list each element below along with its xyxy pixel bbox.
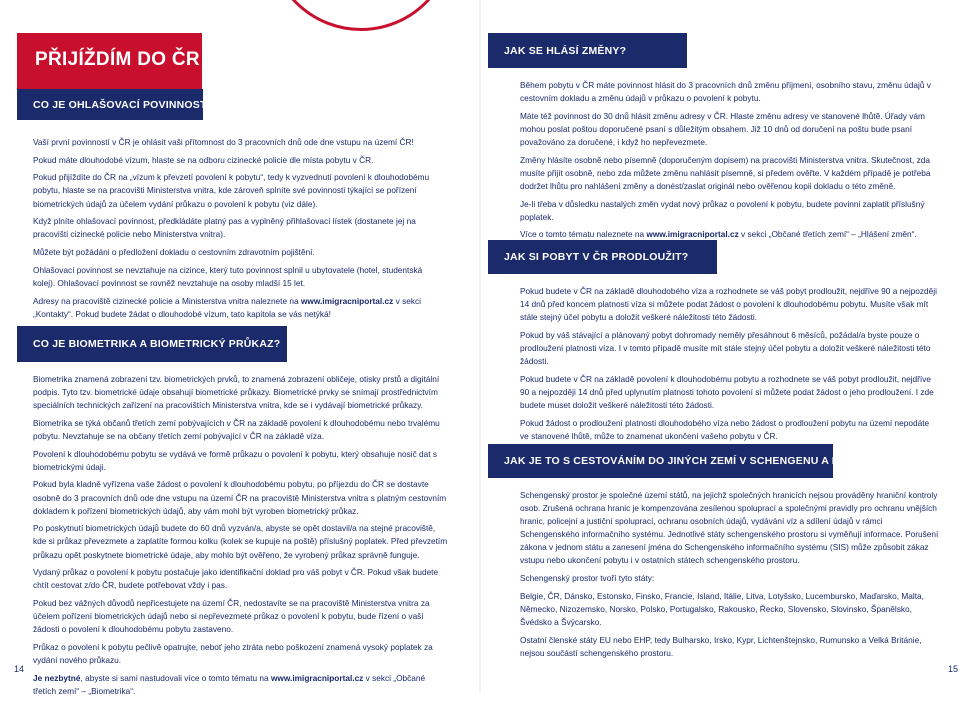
section-heading-biometrika xyxy=(17,326,287,362)
paragraph: Biometrika se týká občanů třetích zemí pobývajících v ČR na základě povolení k dlouhodobému nebo trvalému pobytu. Nevztahuje se na občany třetích zemí pobývající v ČR na základě víza. xyxy=(33,417,440,441)
paragraph: Pokud budete v ČR na základě dlouhodobého víza a rozhodnete se váš pobyt prodloužit, nejdříve 90 a nejpozději 14 dnů před koncem platnosti víza si můžete podat žádost o povolení k dlouhodobému pobytu. Musíte však mít stále stejný účel pobytu a doložit veškeré náležitosti této žádosti. xyxy=(520,286,937,323)
paragraph: Pokud bez vážných důvodů nepřicestujete na území ČR, nedostavíte se na pracoviště Ministerstva vnitra za účelem pořízení biometrických údajů nebo si nepřevezmete průkaz o povolení k pobytu, bude řízení o vaší žádosti o povolení k dlouhodobému pobytu zastaveno. xyxy=(33,597,430,635)
decorative-circle xyxy=(268,0,454,31)
portal-link[interactable]: www.imigracniportal.cz xyxy=(270,672,364,683)
paragraph: Povolení k dlouhodobému pobytu se vydává ve formě průkazu o povolení k pobytu, který obsahuje nosič dat s biometrickými údaji. xyxy=(33,448,438,472)
section-body-zmeny xyxy=(520,79,940,246)
paragraph: Během pobytu v ČR máte povinnost hlásit do 3 pracovních dnů změnu příjmení, osobního stavu, změnu údajů v cestovním dokladu a změnu údajů v průkazu o povolení k pobytu. xyxy=(520,80,931,104)
chapter-title-box xyxy=(17,33,202,89)
section-heading-text: JAK SI POBYT V ČR PRODLOUŽIT? xyxy=(504,251,689,263)
paragraph: Pokud budete v ČR na základě povolení k dlouhodobému pobytu a rozhodnete se váš pobyt prodloužit, nejdříve 90 a nejpozději 14 dnů před uplynutím platnosti tohoto povolení si můžete podat žádost o jeho prodloužení. I zde budete muset doložit veškeré náležitosti této žádosti. xyxy=(520,373,934,410)
portal-link[interactable]: www.imigracniportal.cz xyxy=(300,295,394,306)
paragraph: Pokud přijíždíte do ČR na „vízum k převzetí povolení k pobytu“, tedy k vyzvednutí povolení k dlouhodobému pobytu, hlaste se na pracovišti Ministerstva vnitra, kde zároveň splníte své povinnosti týkající se pořízení biometrických údajů za účelem vydání průkazu o povolení k pobytu (viz dále). xyxy=(33,172,430,209)
paragraph: Ostatní členské státy EU nebo EHP, tedy Bulharsko, Irsko, Kypr, Lichtenštejnsko, Rumunsko a Velká Británie, nejsou součástí schengenského prostoru. xyxy=(520,634,922,658)
right-page xyxy=(480,0,960,692)
section-body-prodlouzit xyxy=(520,285,940,447)
section-heading-text: JAK JE TO S CESTOVÁNÍM DO JINÝCH ZEMÍ V SCHENGENU A EU? xyxy=(504,455,854,467)
paragraph: Vaší první povinností v ČR je ohlásit vaši přítomnost do 3 pracovních dnů ode dne vstupu na území ČR! xyxy=(33,137,414,147)
paragraph: Pokud byla kladně vyřízena vaše žádost o povolení k dlouhodobému pobytu, po příjezdu do ČR se dostavte osobně do 3 pracovních dnů ode dne vstupu na území ČR na pracoviště Ministerstva vnitra s platným cestovním dokladem k pořízení biometrických údajů, aby vám mohl být vyroben biometrický průkaz. xyxy=(33,479,447,516)
paragraph: Můžete být požádáni o předložení dokladu o cestovním zdravotním pojištění. xyxy=(33,247,315,258)
paragraph: Po poskytnutí biometrických údajů budete do 60 dnů vyzván/a, abyste se opět dostavil/a na stejné pracoviště, kde si průkaz převezmete a zaplatíte formou kolku (kolek se kupuje na poště) příslušný poplatek. Před převzetím průkazu opět poskytnete biometrické údaje, aby mohlo být ověřeno, že vyrobený průkaz správně funguje. xyxy=(33,523,448,560)
contact-paragraph: Adresy na pracoviště cizinecké policie a Ministerstva vnitra naleznete na www.imigracniportal.cz v sekci „Kontakty“. Pokud budete žádat o dlouhodobé vízum, tato kapitola se vás netýká! xyxy=(33,295,421,319)
paragraph: Průkaz o povolení k pobytu pečlivě opatrujte, neboť jeho ztráta nebo poškození znamená vysoký poplatek za vydání nového průkazu. xyxy=(33,641,433,665)
paragraph: Je-li třeba v důsledku nastalých změn vydat nový průkaz o povolení k pobytu, budete povinni zaplatit příslušný poplatek. xyxy=(520,198,925,222)
page-number-left: 14 xyxy=(14,664,25,674)
chapter-title: PŘIJÍŽDÍM DO ČR xyxy=(35,49,200,70)
section-heading-text: CO JE OHLAŠOVACÍ POVINNOST? xyxy=(33,98,214,111)
paragraph: Schengenský prostor je společné území států, na jejichž společných hranicích nejsou prováděny hraniční kontroly osob. Zrušená ochrana hranic je kompenzována zesílenou spoluprací a společnými pravidly pro ochranu vnějších hranic, policejní a justiční spoluprací, ochranu osobních údajů, vydávání víz a sdílení údajů v rámci Schengenského informačního systému. Jednotlivé státy schengenského prostoru si vyměňují informace. Porušení zákona v jednom státu a zanesení jména do Schengenského informačního systému (SIS) může způsobit zákaz vstupu nebo ukončení pobytu i v ostatních státech schengenského prostoru. xyxy=(520,490,939,566)
paragraph: Pokud by váš stávající a plánovaný pobyt dohromady neměly přesáhnout 6 měsíců, požádal/a byste pouze o prodloužení platnosti víza. I v tomto případě musíte mít stále stejný účel pobytu a doložit veškeré náležitosti této žádosti. xyxy=(520,329,931,367)
paragraph: Pokud žádost o prodloužení platnosti dlouhodobého víza nebo žádost o prodloužení pobytu na území nepodáte ve stanovené lhůtě, může to znamenat ukončení vašeho pobytu v ČR. xyxy=(520,417,930,441)
section-heading-text: CO JE BIOMETRIKA A BIOMETRICKÝ PRŮKAZ? xyxy=(33,338,281,350)
section-body-biometrika xyxy=(33,373,449,702)
paragraph: Belgie, ČR, Dánsko, Estonsko, Finsko, Francie, Island, Itálie, Litva, Lotyšsko, Lucembursko, Maďarsko, Malta, Německo, Nizozemsko, Norsko, Polsko, Portugalsko, Rakousko, Řecko, Slovensko, Slovinsko, Španělsko, Švédsko a Švýcarsko. xyxy=(520,590,924,628)
paragraph: Ohlašovací povinnost se nevztahuje na cizince, který tuto povinnost splnil u ubytovatele (hotel, studentská kolej). Ohlašovací povinnost se rovněž nevztahuje na osoby mladší 15 let. xyxy=(33,264,423,288)
paragraph: Změny hlásíte osobně nebo písemně (doporučeným dopisem) na pracovišti Ministerstva vnitra. Skutečnost, zda musíte přijít osobně, nebo zda můžete změnu nahlásit písemně, si předem ověřte. V každém případě je potřeba dodržet lhůtu pro nahlášení změny a donést/zaslat originál nebo ověřenou kopii dokladu o této změně. xyxy=(520,154,931,191)
section-heading-prodlouzit xyxy=(488,240,717,274)
section-body-ohlasovaci xyxy=(33,136,443,325)
left-page xyxy=(0,0,480,696)
closing-paragraph: Je nezbytné, abyste si sami nastudovali více o tomto tématu na www.imigracniportal.cz v sekci „Občané třetích zemí“ – „Biometrika“. xyxy=(33,672,426,696)
paragraph: Biometrika znamená zobrazení tzv. biometrických prvků, to znamená zobrazení obličeje, otisky prstů a digitální podpis. Tyto tzv. biometrické údaje obsahují biometrické průkazy. Biometrické prvky se snímají prostřednictvím speciálních technických zařízení na pracovištích Ministerstva vnitra, kde se i vydávají biometrické průkazy. xyxy=(33,374,440,411)
paragraph: Když plníte ohlašovací povinnost, předkládáte platný pas a vyplněný přihlašovací lístek (dostanete jej na pracovišti cizinecké policie nebo Ministerstva vnitra). xyxy=(33,216,416,240)
paragraph: Pokud máte dlouhodobé vízum, hlaste se na odboru cizinecké policie dle místa pobytu v ČR. xyxy=(33,154,374,165)
page-number-right: 15 xyxy=(948,664,959,674)
section-heading-zmeny xyxy=(488,33,687,68)
paragraph: Schengenský prostor tvoří tyto státy: xyxy=(520,573,655,584)
section-heading-text: JAK SE HLÁSÍ ZMĚNY? xyxy=(504,44,627,57)
paragraph: Máte též povinnost do 30 dnů hlásit změnu adresy v ČR. Hlaste změnu adresy ve stanovené lhůtě. Úřady vám mohou poslat poštou doporučené psaní s důležitým obsahem. Již 10 dnů od doručení na poštu bude psaní považováno za doručené, i když ho nepřevezmete. xyxy=(520,110,925,147)
paragraph: Vydaný průkaz o povolení k pobytu postačuje jako identifikační doklad pro váš pobyt v ČR. Pokud však budete chtít cestovat z/do ČR, budete potřebovat vždy i pas. xyxy=(33,567,439,591)
portal-link[interactable]: www.imigracniportal.cz xyxy=(646,229,739,240)
section-heading-schengen xyxy=(488,444,854,478)
section-heading-ohlasovaci xyxy=(17,89,214,120)
section-body-schengen xyxy=(520,489,940,665)
more-paragraph: Více o tomto tématu naleznete na www.imigracniportal.cz v sekci „Občané třetích zemí“ – „Hlášení změn“. xyxy=(520,229,917,240)
